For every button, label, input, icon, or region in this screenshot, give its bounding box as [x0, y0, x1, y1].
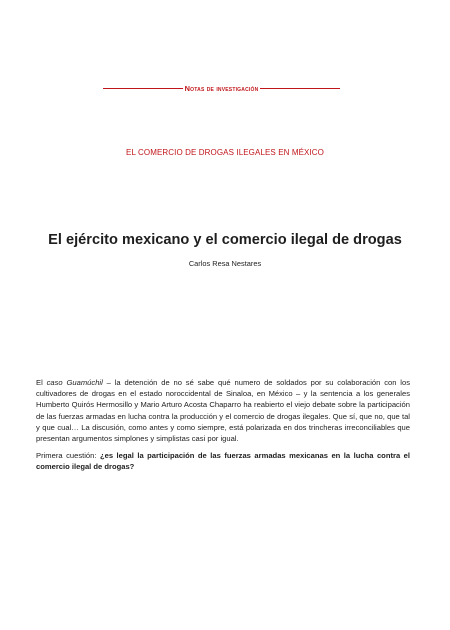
- paragraph-intro-lead: El: [36, 378, 47, 387]
- paragraph-intro: [36, 377, 410, 444]
- paragraph-intro-text: – la detención de no sé sabe qué numero de soldados por su colaboración con los cultivadores de drogas en el estado noroccidental de Sinaloa, en México – y la sentencia a los generales Humberto Quirós Hermosillo y Mario Arturo Acosta Chaparro ha reabierto el viejo debate sobre la participación de las fuerzas armadas en lucha contra la producción y el comercio de drogas ilegales. Que sí, que no, que tal y que cual… La discusión, como antes y como siempre, está polarizada en dos trincheras irreconciliables que presentan argumentos simplones y simplistas casi por igual.: [36, 378, 410, 444]
- article-body: [36, 377, 410, 473]
- header-rule-left: [103, 88, 183, 89]
- header-rule-right: [260, 88, 340, 89]
- question-text: ¿es legal la participación de las fuerzas armadas mexicanas en la lucha contra el comercio ilegal de drogas?: [36, 451, 410, 472]
- author-name: Carlos Resa Nestares: [188, 259, 262, 268]
- series-header: [103, 84, 340, 93]
- article-title: El ejército mexicano y el comercio ilegal de drogas: [48, 232, 402, 248]
- question-lead: Primera cuestión:: [36, 451, 100, 461]
- series-label: Notas de investigación: [184, 84, 259, 93]
- section-title: EL COMERCIO DE DROGAS ILEGALES EN MÉXICO: [126, 148, 324, 157]
- case-name: caso Guamúchil: [46, 378, 103, 387]
- paragraph-question: [36, 450, 410, 472]
